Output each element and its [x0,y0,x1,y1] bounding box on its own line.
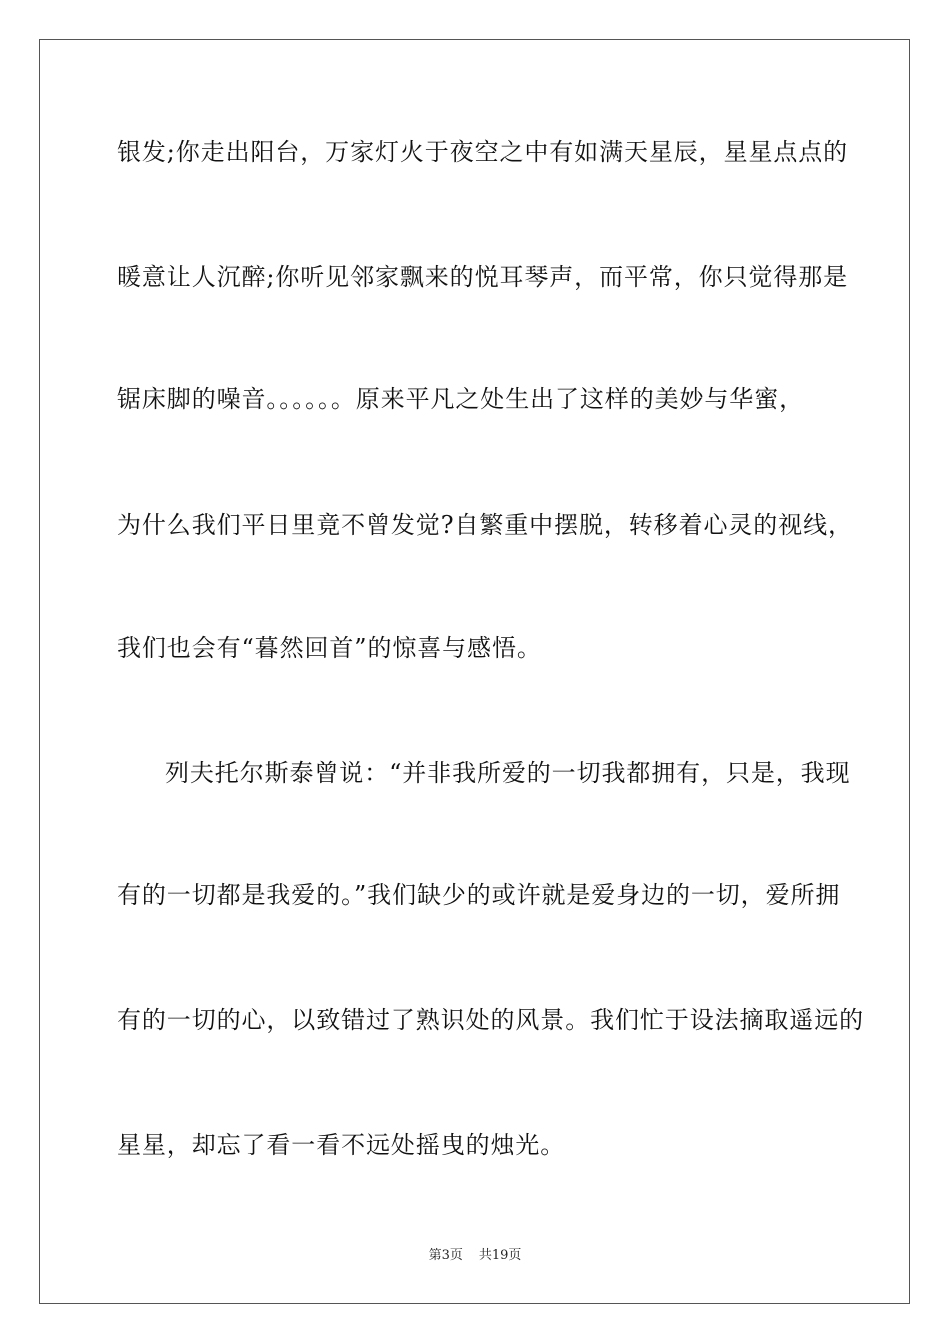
page-footer [0,1247,950,1265]
paragraph-line: 星星，却忘了看一看不远处摇曳的烛光。 [117,1131,566,1159]
paragraph-line: 有的一切的心，以致错过了熟识处的风景。我们忙于设法摘取遥远的 [117,1006,864,1034]
paragraph-line: 列夫托尔斯泰曾说：“并非我所爱的一切我都拥有，只是，我现 [165,759,851,787]
page-number: 第3页 [428,1248,463,1263]
page-border [39,39,910,1304]
page-total: 共19页 [478,1248,522,1263]
paragraph-line: 银发;你走出阳台，万家灯火于夜空之中有如满天星辰，星星点点的 [117,138,849,166]
paragraph-line: 为什么我们平日里竟不曾发觉?自繁重中摆脱，转移着心灵的视线， [117,511,853,539]
paragraph-line: 锯床脚的噪音。。。。。。原来平凡之处生出了这样的美妙与华蜜， [117,385,804,413]
paragraph-line: 暖意让人沉醉;你听见邻家飘来的悦耳琴声，而平常，你只觉得那是 [117,263,849,291]
paragraph-line: 我们也会有“暮然回首”的惊喜与感悟。 [117,634,542,662]
paragraph-line: 有的一切都是我爱的。”我们缺少的或许就是爱身边的一切，爱所拥 [117,881,841,909]
